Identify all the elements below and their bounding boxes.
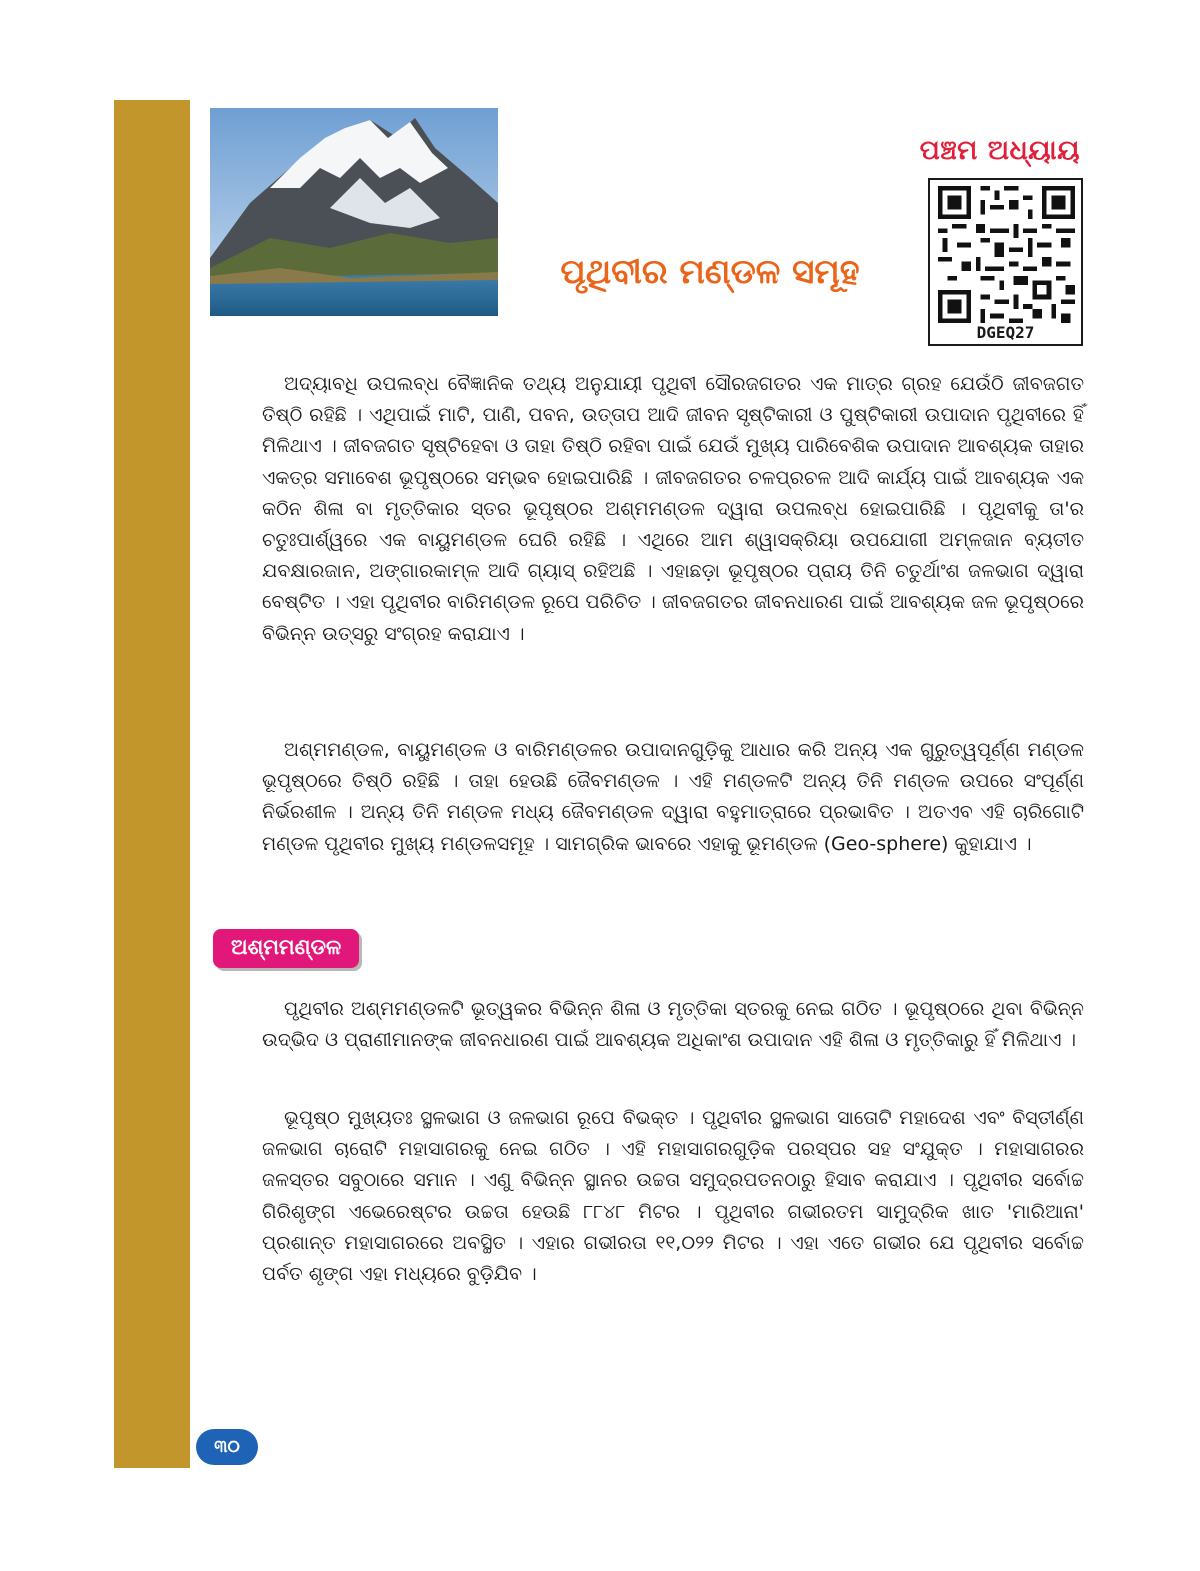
section-heading-lithosphere: ଅଶ୍ମମଣ୍ଡଳ	[213, 929, 359, 968]
qr-code-icon	[938, 186, 1075, 323]
chapter-label: ପଞ୍ଚମ ଅଧ୍ୟାୟ	[919, 135, 1080, 166]
lithosphere-paragraph: ପୃଥିବୀର ଅଶ୍ମମଣ୍ଡଳଟି ଭୂତ୍ୱକର ବିଭିନ୍ନ ଶିଳା ଓ ମୃତ୍ତିକା ସ୍ତରକୁ ନେଇ ଗଠିତ । ଭୂପୃଷ୍ଠରେ ଥିବା ବିଭିନ୍ନ ଉଦ୍ଭିଦ ଓ ପ୍ରାଣୀମାନଙ୍କ ଜୀବନଧାରଣ ପାଇଁ ଆବଶ୍ୟକ ଅଧିକାଂଶ ଉପାଦାନ ଏହି ଶିଳା ଓ ମୃତ୍ତିକାରୁ ହିଁ ମିଳିଥାଏ ।	[262, 998, 1084, 1052]
qr-code-box[interactable]	[928, 178, 1083, 346]
land-water-paragraph: ଭୂପୃଷ୍ଠ ମୁଖ୍ୟତଃ ସ୍ଥଳଭାଗ ଓ ଜଳଭାଗ ରୂପେ ବିଭକ୍ତ । ପୃଥିବୀର ସ୍ଥଳଭାଗ ସାତୋଟି ମହାଦେଶ ଏବଂ ବିସ୍ତୀର୍ଣ୍ଣ ଜଳଭାଗ ଚାରୋଟି ମହାସାଗରକୁ ନେଇ ଗଠିତ । ଏହି ମହାସାଗରଗୁଡ଼ିକ ପରସ୍ପର ସହ ସଂଯୁକ୍ତ । ମହାସାଗରର ଜଳସ୍ତର ସବୁଠାରେ ସମାନ । ଏଣୁ ବିଭିନ୍ନ ସ୍ଥାନର ଉଚ୍ଚତା ସମୁଦ୍ରପତନଠାରୁ ହିସାବ କରାଯାଏ । ପୃଥିବୀର ସର୍ବୋଚ୍ଚ ଗିରିଶୃଙ୍ଗ ଏଭେରେଷ୍ଟର ଉଚ୍ଚତା ହେଉଛି ୮୮୪୮ ମିଟର । ପୃଥିବୀର ଗଭୀରତମ ସାମୁଦ୍ରିକ ଖାତ 'ମାରିଆନା' ପ୍ରଶାନ୍ତ ମହାସାଗରରେ ଅବସ୍ଥିତ । ଏହାର ଗଭୀରତା ୧୧,୦୨୨ ମିଟର । ଏହା ଏତେ ଗଭୀର ଯେ ପୃଥିବୀର ସର୍ବୋଚ୍ଚ ପର୍ବତ ଶୃଙ୍ଗ ଏହା ମଧ୍ୟରେ ବୁଡ଼ିଯିବ ।	[262, 1107, 1084, 1286]
biosphere-paragraph: ଅଶ୍ମମଣ୍ଡଳ, ବାୟୁମଣ୍ଡଳ ଓ ବାରିମଣ୍ଡଳର ଉପାଦାନଗୁଡ଼ିକୁ ଆଧାର କରି ଅନ୍ୟ ଏକ ଗୁରୁତ୍ୱପୂର୍ଣ୍ଣ ମଣ୍ଡଳ ଭୂପୃଷ୍ଠରେ ତିଷ୍ଠି ରହିଛି । ତାହା ହେଉଛି ଜୈବମଣ୍ଡଳ । ଏହି ମଣ୍ଡଳଟି ଅନ୍ୟ ତିନି ମଣ୍ଡଳ ଉପରେ ସଂପୂର୍ଣ୍ଣ ନିର୍ଭରଶୀଳ । ଅନ୍ୟ ତିନି ମଣ୍ଡଳ ମଧ୍ୟ ଜୈବମଣ୍ଡଳ ଦ୍ୱାରା ବହୁମାତ୍ରାରେ ପ୍ରଭାବିତ । ଅତଏବ ଏହି ଚାରିଗୋଟି ମଣ୍ଡଳ ପୃଥିବୀର ମୁଖ୍ୟ ମଣ୍ଡଳସମୂହ । ସାମଗ୍ରିକ ଭାବରେ ଏହାକୁ ଭୂମଣ୍ଡଳ (Geo-sphere) କୁହାଯାଏ ।	[262, 739, 1084, 855]
qr-code-id: DGEQ27	[976, 323, 1035, 342]
mountain-photo	[210, 108, 498, 316]
page-number: ୩୦	[196, 1429, 258, 1465]
intro-paragraph: ଅଦ୍ୟାବଧି ଉପଲବ୍ଧ ବୈଜ୍ଞାନିକ ତଥ୍ୟ ଅନୁଯାୟୀ ପୃଥିବୀ ସୌରଜଗତର ଏକ ମାତ୍ର ଗ୍ରହ ଯେଉଁଠି ଜୀବଜଗତ ତିଷ୍ଠି ରହିଛି । ଏଥିପାଇଁ ମାଟି, ପାଣି, ପବନ, ଉତ୍ତାପ ଆଦି ଜୀବନ ସୃଷ୍ଟିକାରୀ ଓ ପୁଷ୍ଟିକାରୀ ଉପାଦାନ ପୃଥିବୀରେ ହିଁ ମିଳିଥାଏ । ଜୀବଜଗତ ସୃଷ୍ଟିହେବା ଓ ତାହା ତିଷ୍ଠି ରହିବା ପାଇଁ ଯେଉଁ ମୁଖ୍ୟ ପାରିବେଶିକ ଉପାଦାନ ଆବଶ୍ୟକ ତାହାର ଏକତ୍ର ସମାବେଶ ଭୂପୃଷ୍ଠରେ ସମ୍ଭବ ହୋଇପାରିଛି । ଜୀବଜଗତର ଚଳପ୍ରଚଳ ଆଦି କାର୍ଯ୍ୟ ପାଇଁ ଆବଶ୍ୟକ ଏକ କଠିନ ଶିଳା ବା ମୃତ୍ତିକାର ସ୍ତର ଭୂପୃଷ୍ଠର ଅଶ୍ମମଣ୍ଡଳ ଦ୍ୱାରା ଉପଲବ୍ଧ ହୋଇପାରିଛି । ପୃଥିବୀକୁ ତା'ର ଚତୁଃପାର୍ଶ୍ୱରେ ଏକ ବାୟୁମଣ୍ଡଳ ଘେରି ରହିଛି । ଏଥିରେ ଆମ ଶ୍ୱାସକ୍ରିୟା ଉପଯୋଗୀ ଅମ୍ଳଜାନ ବ୍ୟତୀତ ଯବକ୍ଷାରଜାନ, ଅଙ୍ଗାରକାମ୍ଳ ଆଦି ଗ୍ୟାସ୍ ରହିଅଛି । ଏହାଛଡ଼ା ଭୂପୃଷ୍ଠର ପ୍ରାୟ ତିନି ଚତୁର୍ଥାଂଶ ଜଳଭାଗ ଦ୍ୱାରା ବେଷ୍ଟିତ । ଏହା ପୃଥିବୀର ବାରିମଣ୍ଡଳ ରୂପେ ପରିଚିତ । ଜୀବଜଗତର ଜୀବନଧାରଣ ପାଇଁ ଆବଶ୍ୟକ ଜଳ ଭୂପୃଷ୍ଠରେ ବିଭିନ୍ନ ଉତ୍ସରୁ ସଂଗ୍ରହ କରାଯାଏ ।	[262, 373, 1084, 645]
chapter-title: ପୃଥିବୀର ମଣ୍ଡଳ ସମୂହ	[560, 252, 860, 292]
side-color-band	[114, 100, 190, 1468]
